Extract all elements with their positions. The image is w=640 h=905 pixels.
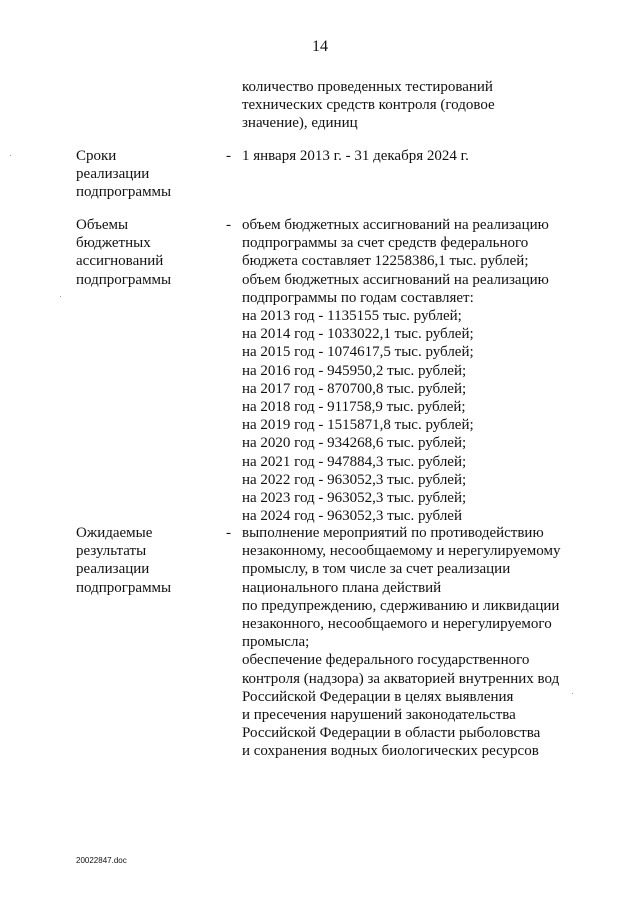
value-line: контроля (надзора) за акваторией внутренних вод: [242, 670, 560, 687]
label-line: подпрограммы: [76, 184, 172, 201]
footer-file-code: 20022847.doc: [76, 856, 127, 865]
value-line: на 2015 год - 1074617,5 тыс. рублей;: [242, 344, 474, 361]
scan-speck: [572, 693, 573, 694]
value-line: Российской Федерации в области рыболовства: [242, 725, 541, 742]
row-dash: -: [226, 217, 231, 233]
label-line: ассигнований: [76, 253, 164, 270]
text-line: значение), единиц: [242, 115, 358, 132]
continuation-text: [242, 78, 602, 133]
value-line: объем бюджетных ассигнований на реализацию: [242, 271, 549, 288]
value-line: на 2024 год - 963052,3 тыс. рублей: [242, 508, 462, 525]
text-line: количество проведенных тестирований: [242, 79, 493, 95]
value-line: Российской Федерации в целях выявления: [242, 688, 514, 705]
row-value-timeline: [242, 147, 602, 165]
value-line: на 2020 год - 934268,6 тыс. рублей;: [242, 435, 467, 452]
row-value-budget: [242, 216, 602, 525]
value-line: объем бюджетных ассигнований на реализацию: [242, 217, 549, 233]
label-line: бюджетных: [76, 235, 151, 252]
label-line: Ожидаемые: [76, 525, 153, 541]
value-line: на 2023 год - 963052,3 тыс. рублей;: [242, 490, 467, 507]
value-line: на 2017 год - 870700,8 тыс. рублей;: [242, 380, 467, 397]
value-line: 1 января 2013 г. - 31 декабря 2024 г.: [242, 148, 469, 164]
row-value-results: [242, 524, 602, 761]
value-line: на 2021 год - 947884,3 тыс. рублей;: [242, 453, 467, 470]
value-line: и пресечения нарушений законодательства: [242, 707, 516, 724]
value-line: на 2019 год - 1515871,8 тыс. рублей;: [242, 417, 474, 434]
value-line: незаконного, несообщаемого и нерегулируемого: [242, 616, 552, 633]
scan-speck: [10, 155, 11, 156]
label-line: Объемы: [76, 217, 129, 233]
row-label-budget: [76, 216, 216, 289]
value-line: на 2016 год - 945950,2 тыс. рублей;: [242, 362, 467, 379]
value-line: промыслу, в том числе за счет реализации: [242, 561, 511, 578]
value-line: незаконному, несообщаемому и нерегулируемому: [242, 543, 561, 560]
label-line: реализации: [76, 561, 150, 578]
value-line: выполнение мероприятий по противодействию: [242, 525, 544, 541]
value-line: на 2022 год - 963052,3 тыс. рублей;: [242, 471, 467, 488]
label-line: реализации: [76, 166, 150, 183]
value-line: на 2014 год - 1033022,1 тыс. рублей;: [242, 326, 474, 343]
label-line: подпрограммы: [76, 579, 172, 596]
value-line: обеспечение федерального государственного: [242, 652, 530, 669]
value-line: подпрограммы за счет средств федерального: [242, 235, 529, 252]
text-line: технических средств контроля (годовое: [242, 97, 495, 114]
label-line: Сроки: [76, 148, 117, 164]
value-line: и сохранения водных биологических ресурсов: [242, 743, 539, 760]
value-line: промысла;: [242, 634, 310, 651]
row-dash: -: [226, 148, 231, 164]
label-line: результаты: [76, 543, 147, 560]
value-line: подпрограммы по годам составляет:: [242, 289, 474, 306]
row-dash: -: [226, 525, 231, 541]
page-number: 14: [312, 38, 328, 55]
value-line: бюджета составляет 12258386,1 тыс. рублей;: [242, 253, 529, 270]
row-label-timeline: [76, 147, 216, 202]
value-line: на 2013 год - 1135155 тыс. рублей;: [242, 308, 462, 325]
label-line: подпрограммы: [76, 271, 172, 288]
value-line: национального плана действий: [242, 579, 442, 596]
value-line: по предупреждению, сдерживанию и ликвидации: [242, 597, 560, 614]
row-label-results: [76, 524, 216, 597]
value-line: на 2018 год - 911758,9 тыс. рублей;: [242, 399, 466, 416]
scan-speck: [60, 296, 61, 297]
